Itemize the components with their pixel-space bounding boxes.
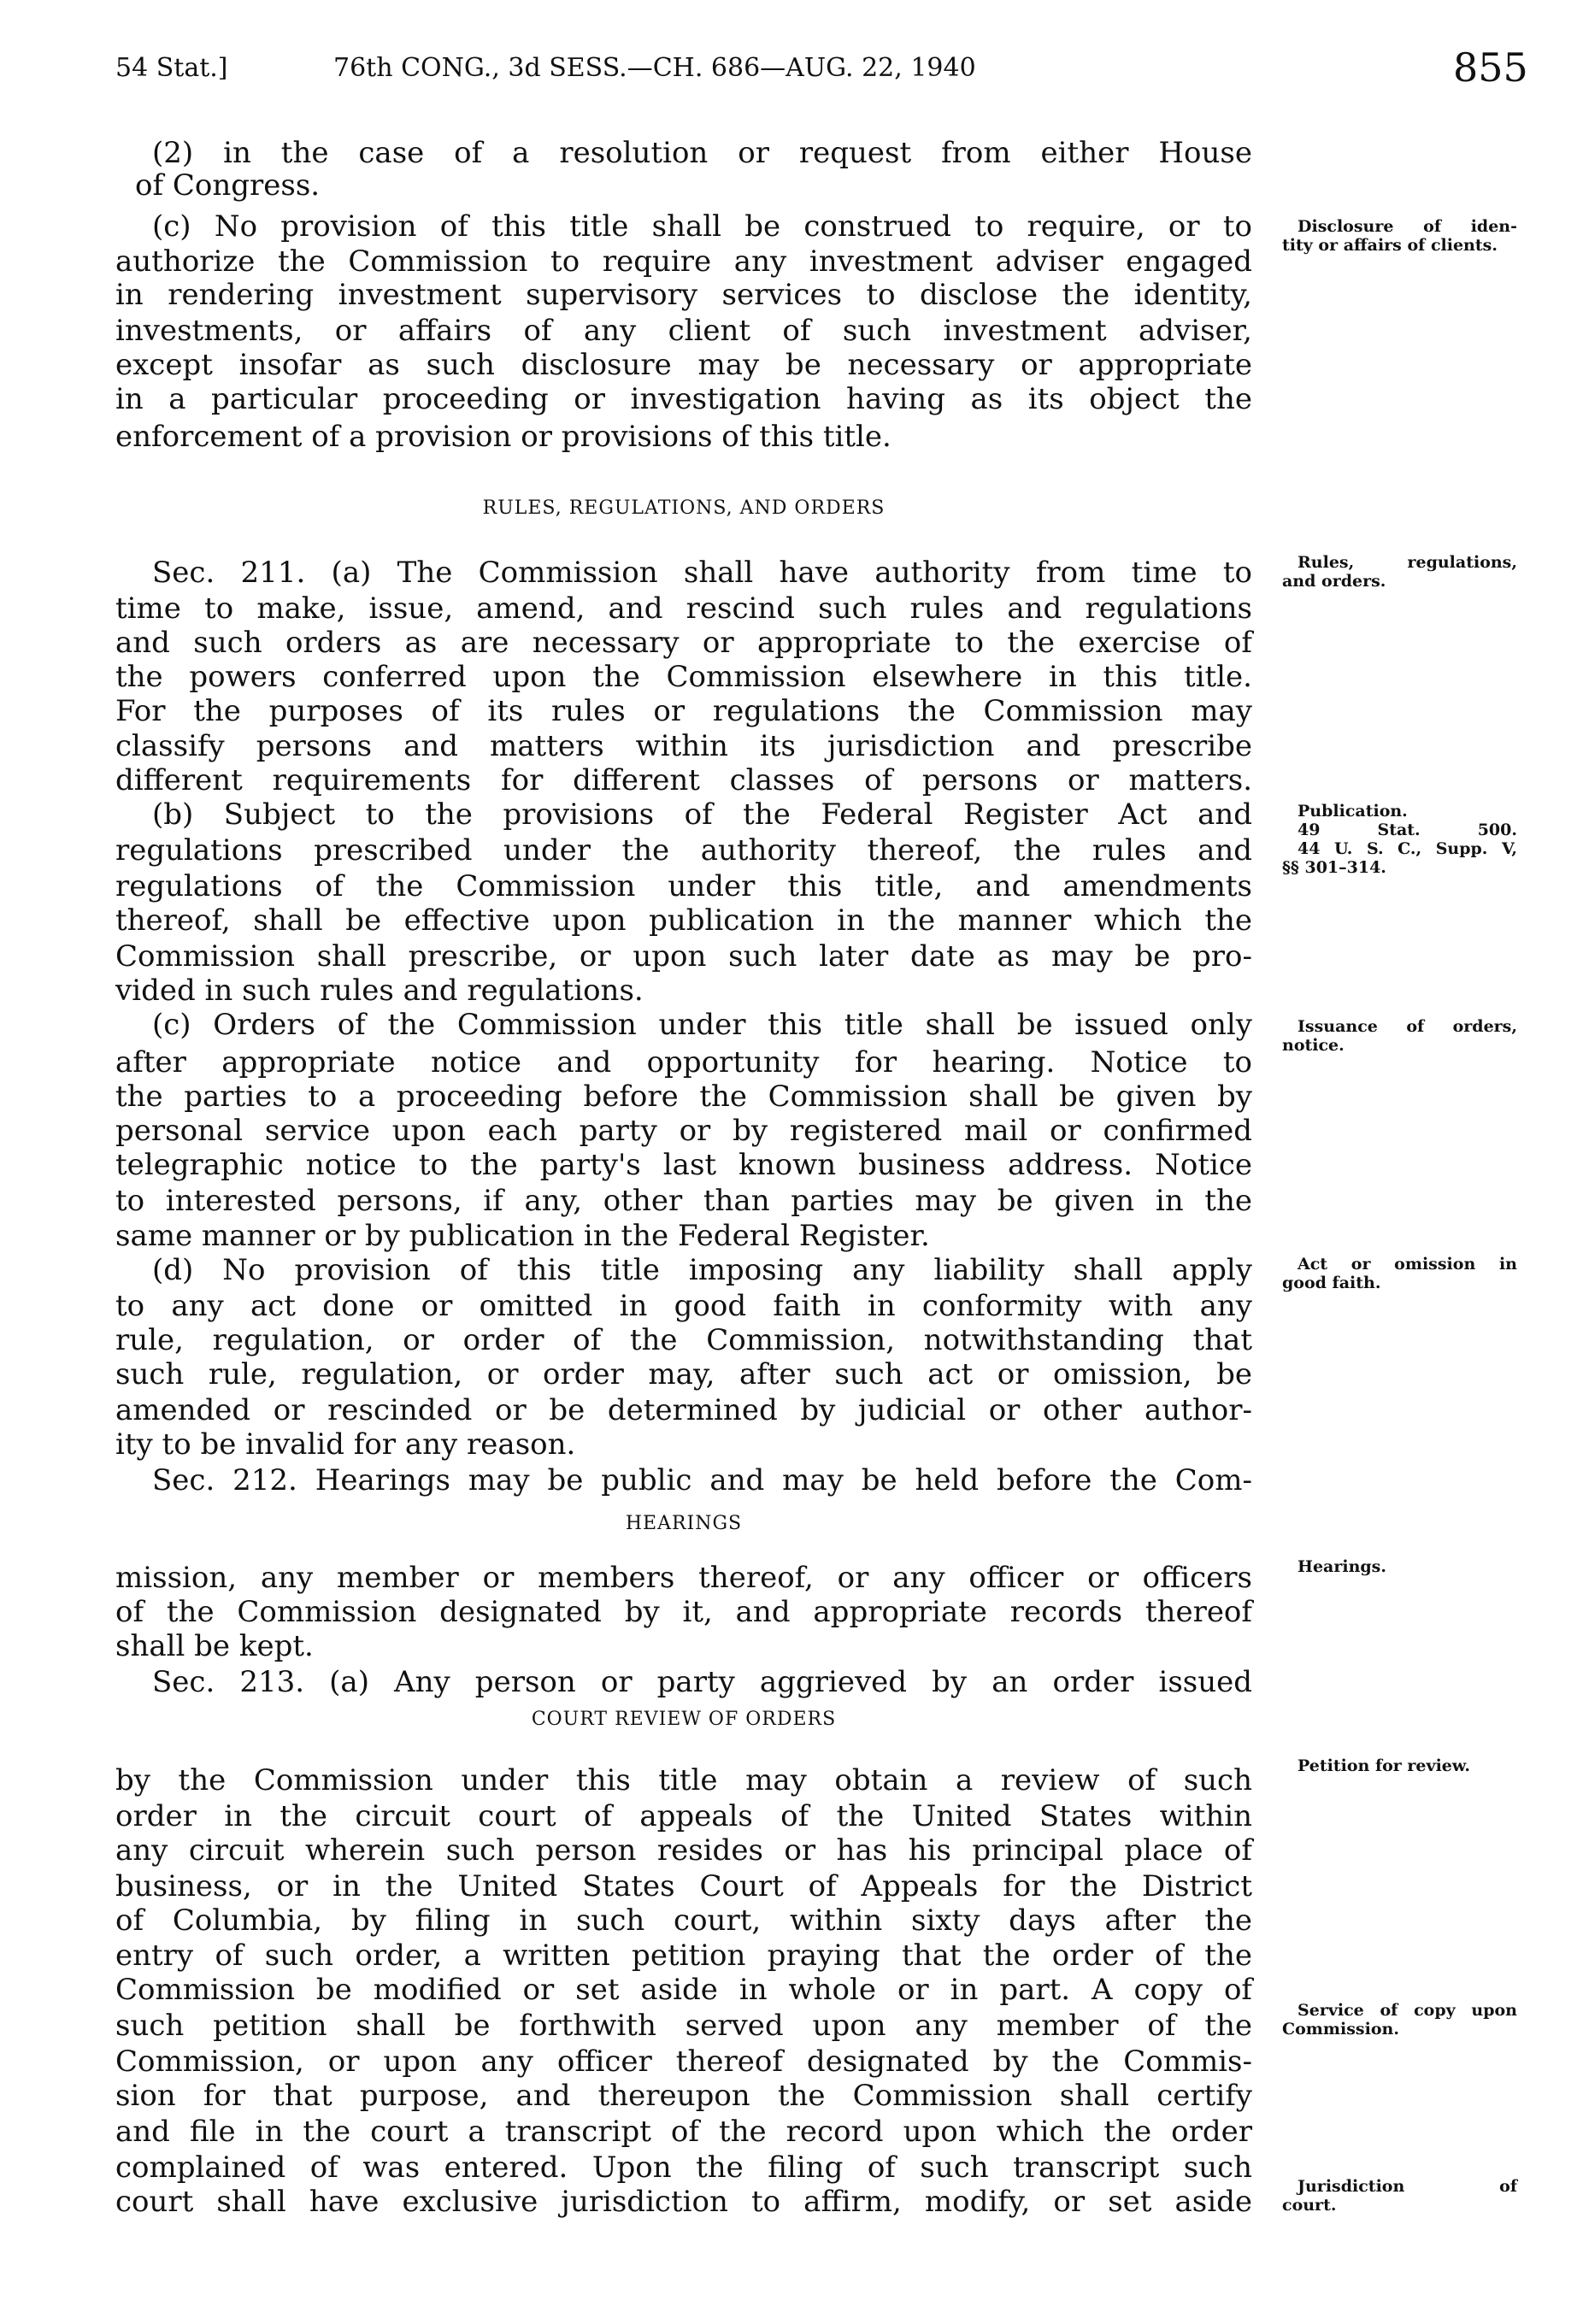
text-line: business, or in the United States Court of Appeals for the District	[115, 1869, 1252, 1903]
text-line: by the Commission under this title may obtain a review of such	[115, 1763, 1252, 1797]
text-line: thereof, shall be effective upon publication in the manner which the	[115, 903, 1252, 938]
text-line: order in the circuit court of appeals of the United States within	[115, 1799, 1252, 1833]
margin-note	[1282, 1255, 1517, 1292]
margin-note-line: notice.	[1282, 1036, 1345, 1055]
text-line: entry of such order, a written petition praying that the order of the	[115, 1939, 1252, 1973]
text-line: in rendering investment supervisory services to disclose the identity,	[115, 278, 1252, 312]
text-line: of the Commission designated by it, and appropriate records thereof	[115, 1595, 1252, 1629]
text-line: (d) No provision of this title imposing any liability shall apply	[152, 1253, 1252, 1287]
volume-reference: 54 Stat.]	[115, 53, 228, 83]
text-line: time to make, issue, amend, and rescind such rules and regulations	[115, 591, 1252, 626]
text-line: Commission be modified or set aside in whole or in part. A copy of	[115, 1973, 1252, 2007]
text-line: except insofar as such disclosure may be necessary or appropriate	[115, 348, 1252, 382]
margin-note	[1282, 1017, 1517, 1055]
margin-note-line: Publication.	[1297, 802, 1408, 821]
text-line: same manner or by publication in the Federal Register.	[115, 1219, 930, 1253]
margin-note	[1282, 217, 1517, 255]
text-line: (2) in the case of a resolution or request from either House	[152, 136, 1252, 170]
margin-note-line: Issuance of orders,	[1297, 1017, 1517, 1036]
text-line: personal service upon each party or by registered mail or confirmed	[115, 1114, 1252, 1148]
text-line: and such orders as are necessary or appropriate to the exercise of	[115, 626, 1252, 660]
text-line: authorize the Commission to require any investment adviser engaged	[115, 244, 1252, 279]
margin-note-line: Commission.	[1282, 2020, 1399, 2039]
margin-note-line: Disclosure of iden-	[1297, 217, 1517, 236]
margin-note-line: Act or omission in	[1297, 1255, 1517, 1274]
margin-note-line: 49 Stat. 500.	[1297, 821, 1517, 839]
text-line: (c) Orders of the Commission under this title shall be issued only	[152, 1008, 1252, 1042]
text-line: regulations of the Commission under this title, and amendments	[115, 869, 1252, 903]
section-heading: COURT REVIEW OF ORDERS	[531, 1709, 837, 1730]
section-heading: RULES, REGULATIONS, AND ORDERS	[482, 497, 886, 519]
text-line: such petition shall be forthwith served upon any member of the	[115, 2009, 1252, 2043]
text-line: Commission, or upon any officer thereof designated by the Commis-	[115, 2045, 1252, 2079]
section-heading: HEARINGS	[625, 1513, 743, 1534]
text-line: amended or rescinded or be determined by judicial or other author-	[115, 1393, 1252, 1427]
text-line: telegraphic notice to the party's last known business address. Notice	[115, 1148, 1252, 1182]
text-line: the parties to a proceeding before the Commission shall be given by	[115, 1080, 1252, 1114]
margin-note	[1282, 2001, 1517, 2039]
text-line: ity to be invalid for any reason.	[115, 1427, 576, 1462]
text-line: of Congress.	[135, 168, 321, 203]
margin-note	[1282, 553, 1517, 591]
margin-note-line: Service of copy upon	[1297, 2001, 1517, 2020]
text-line: Sec. 213. (a) Any person or party aggrieved by an order issued	[152, 1665, 1252, 1699]
text-line: enforcement of a provision or provisions of this title.	[115, 420, 891, 454]
text-line: the powers conferred upon the Commission elsewhere in this title.	[115, 660, 1252, 694]
margin-note-line: good faith.	[1282, 1274, 1381, 1292]
margin-note-line: and orders.	[1282, 572, 1386, 591]
text-line: sion for that purpose, and thereupon the Commission shall certify	[115, 2079, 1252, 2113]
text-line: rule, regulation, or order of the Commission, notwithstanding that	[115, 1323, 1252, 1357]
margin-note-line: 44 U. S. C., Supp. V,	[1297, 839, 1517, 858]
text-line: For the purposes of its rules or regulations the Commission may	[115, 694, 1252, 728]
margin-note-line: tity or affairs of clients.	[1282, 236, 1498, 255]
margin-note	[1282, 2177, 1517, 2215]
text-line: to any act done or omitted in good faith in conformity with any	[115, 1289, 1252, 1323]
margin-note	[1282, 1756, 1517, 1775]
text-line: (c) No provision of this title shall be construed to require, or to	[152, 209, 1252, 244]
margin-note	[1282, 1557, 1517, 1576]
margin-note-line: §§ 301–314.	[1282, 858, 1386, 877]
text-line: of Columbia, by filing in such court, within sixty days after the	[115, 1903, 1252, 1938]
text-line: such rule, regulation, or order may, after such act or omission, be	[115, 1357, 1252, 1391]
margin-note-line: Jurisdiction of	[1297, 2177, 1517, 2196]
text-line: Sec. 211. (a) The Commission shall have authority from time to	[152, 556, 1252, 590]
text-line: in a particular proceeding or investigation having as its object the	[115, 382, 1252, 416]
text-line: shall be kept.	[115, 1629, 314, 1663]
margin-note-line: Rules, regulations,	[1297, 553, 1517, 572]
running-title: 76th CONG., 3d SESS.—CH. 686—AUG. 22, 1940	[333, 53, 976, 83]
text-line: classify persons and matters within its jurisdiction and prescribe	[115, 729, 1252, 763]
text-line: court shall have exclusive jurisdiction to affirm, modify, or set aside	[115, 2185, 1252, 2219]
margin-note-line: court.	[1282, 2196, 1337, 2215]
text-line: Sec. 212. Hearings may be public and may be held before the Com-	[152, 1463, 1252, 1497]
margin-note	[1282, 802, 1517, 877]
text-line: to interested persons, if any, other than parties may be given in the	[115, 1184, 1252, 1218]
margin-note-line: Petition for review.	[1297, 1756, 1470, 1775]
text-line: mission, any member or members thereof, or any officer or officers	[115, 1561, 1252, 1595]
text-line: vided in such rules and regulations.	[115, 974, 644, 1008]
text-line: different requirements for different classes of persons or matters.	[115, 763, 1252, 797]
margin-note-line: Hearings.	[1297, 1557, 1386, 1576]
text-line: complained of was entered. Upon the filing of such transcript such	[115, 2150, 1252, 2185]
text-line: (b) Subject to the provisions of the Federal Register Act and	[152, 797, 1252, 832]
text-line: after appropriate notice and opportunity for hearing. Notice to	[115, 1045, 1252, 1080]
text-line: and file in the court a transcript of the record upon which the order	[115, 2115, 1252, 2149]
text-line: Commission shall prescribe, or upon such later date as may be pro-	[115, 939, 1252, 974]
page-number: 855	[1453, 44, 1528, 91]
text-line	[115, 2222, 1252, 2257]
text-line: any circuit wherein such person resides or has his principal place of	[115, 1833, 1252, 1868]
text-line: regulations prescribed under the authority thereof, the rules and	[115, 833, 1252, 868]
text-line: investments, or affairs of any client of such investment adviser,	[115, 314, 1252, 348]
